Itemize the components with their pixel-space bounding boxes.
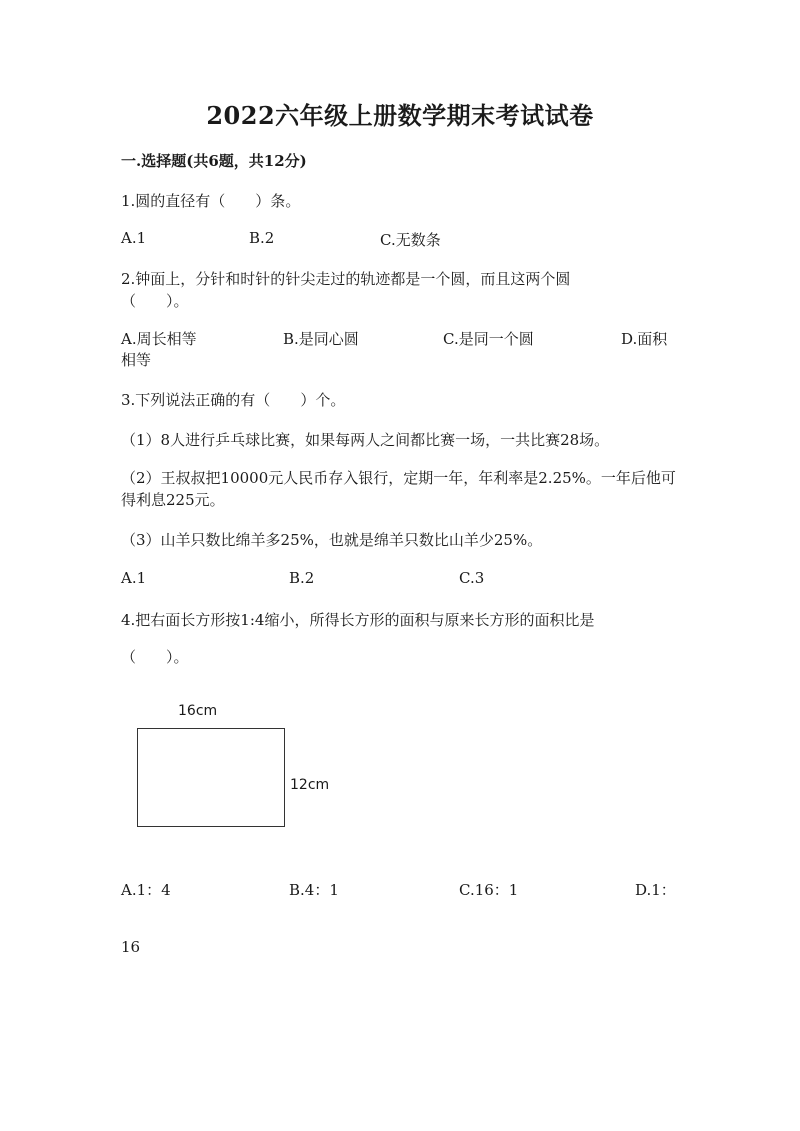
q1-option-b: B.2	[249, 229, 275, 247]
question-4-stem-line1: 4.把右面长方形按1:4缩小，所得长方形的面积与原来长方形的面积比是	[121, 611, 595, 629]
q2-option-d: D.面积	[621, 330, 668, 348]
q2-option-b: B.是同心圆	[283, 330, 359, 348]
q3-option-c: C.3	[459, 569, 485, 587]
q3-option-b: B.2	[289, 569, 315, 587]
q4-option-c: C.16：1	[459, 881, 519, 899]
q2-option-a: A.周长相等	[121, 330, 197, 348]
q4-option-b: B.4：1	[289, 881, 339, 899]
rectangle-width-label: 16cm	[178, 703, 218, 719]
q1-option-a: A.1	[121, 229, 147, 247]
q3-statement-1: （1）8人进行乒乓球比赛，如果每两人之间都比赛一场，一共比赛28场。	[121, 431, 610, 449]
page-title: 2022六年级上册数学期末考试试卷	[206, 101, 594, 130]
q3-option-a: A.1	[121, 569, 147, 587]
q4-option-a: A.1：4	[121, 881, 171, 899]
q4-option-d: D.1：	[635, 881, 676, 899]
question-2-stem-line2: （ ）。	[121, 292, 189, 310]
question-4-stem-line2: （ ）。	[121, 648, 189, 666]
q1-option-c: C.无数条	[380, 231, 441, 249]
question-3-stem: 3.下列说法正确的有（ ）个。	[121, 391, 346, 409]
q2-option-c: C.是同一个圆	[443, 330, 534, 348]
q4-option-d-continued: 16	[121, 938, 141, 956]
question-2-stem-line1: 2.钟面上，分针和时针的针尖走过的轨迹都是一个圆，而且这两个圆	[121, 270, 571, 288]
section-heading: 一.选择题(共6题，共12分)	[121, 152, 307, 170]
q2-option-d-continued: 相等	[121, 351, 152, 369]
q3-statement-2: （2）王叔叔把10000元人民币存入银行，定期一年，年利率是2.25%。一年后他可得利息225元。	[121, 469, 676, 509]
question-1-stem: 1.圆的直径有（ ）条。	[121, 192, 301, 210]
rectangle-figure	[137, 728, 285, 827]
rectangle-height-label: 12cm	[290, 777, 330, 793]
q3-statement-3: （3）山羊只数比绵羊多25%，也就是绵羊只数比山羊少25%。	[121, 531, 543, 549]
